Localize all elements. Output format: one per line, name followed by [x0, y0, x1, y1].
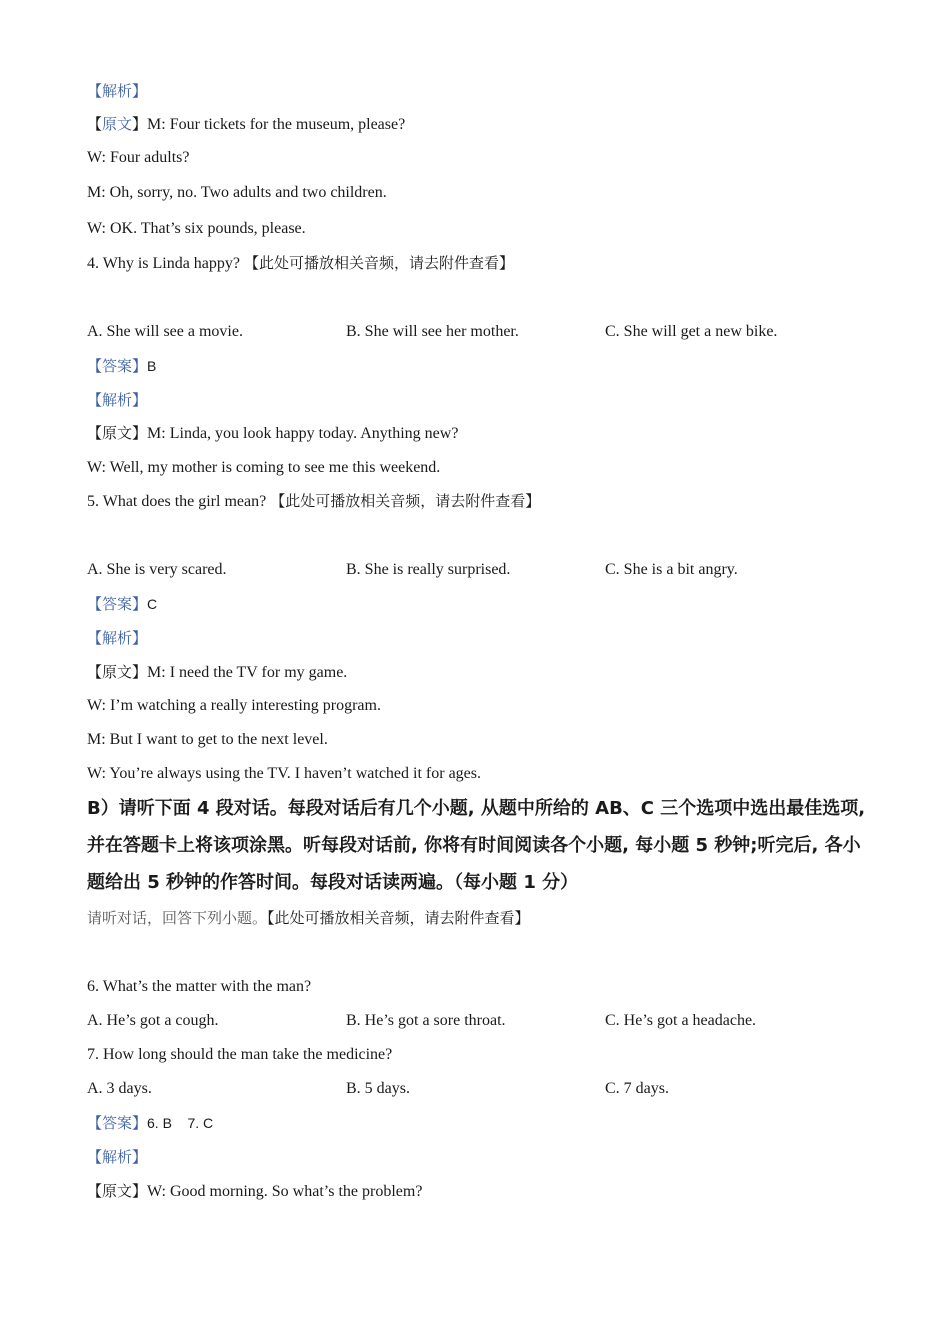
transcript-line: M: Oh, sorry, no. Two adults and two children.: [87, 184, 387, 201]
transcript-line: 【原文】M: Four tickets for the museum, please?: [87, 115, 406, 133]
q7-option-a: A. 3 days.: [87, 1080, 152, 1097]
answer-line: 【答案】6. B 7. C: [87, 1114, 214, 1132]
q5-option-a: A. She is very scared.: [87, 561, 227, 578]
transcript-line: 【原文】M: Linda, you look happy today. Anything new?: [87, 424, 459, 442]
q6-option-a: A. He’s got a cough.: [87, 1012, 219, 1029]
transcript-line: W: Well, my mother is coming to see me this weekend.: [87, 459, 441, 476]
q7-option-b: B. 5 days.: [346, 1080, 410, 1097]
audio-note[interactable]: 【此处可播放相关音频，请去附件查看】: [270, 492, 541, 510]
q5-option-c: C. She is a bit angry.: [605, 561, 738, 578]
q4-option-b: B. She will see her mother.: [346, 323, 519, 340]
question-7: 7. How long should the man take the medicine?: [87, 1046, 393, 1063]
q6-option-c: C. He’s got a headache.: [605, 1012, 757, 1029]
transcript-line: M: But I want to get to the next level.: [87, 731, 328, 748]
analysis-label: 【解析】: [87, 391, 148, 409]
analysis-label: 【解析】: [87, 82, 148, 100]
q6-option-b: B. He’s got a sore throat.: [346, 1012, 506, 1029]
q5-option-b: B. She is really surprised.: [346, 561, 511, 578]
analysis-label: 【解析】: [87, 1148, 148, 1166]
q7-option-c: C. 7 days.: [605, 1080, 669, 1097]
transcript-line: W: OK. That’s six pounds, please.: [87, 220, 306, 237]
section-b-instructions: B）请听下面 4 段对话。每段对话后有几个小题, 从题中所给的 AB、C 三个选项中选出最佳选项, 并在答题卡上将该项涂黑。听每段对话前, 你将有时间阅读各个小题, 每小题 5 秒钟;听完后, 各小题给出 5 秒钟的作答时间。每段对话读两遍。（每小题 1 分）: [87, 798, 866, 893]
audio-note[interactable]: 【此处可播放相关音频，请去附件查看】: [267, 909, 530, 927]
question-6: 6. What’s the matter with the man?: [87, 978, 312, 995]
transcript-line: W: You’re always using the TV. I haven’t watched it for ages.: [87, 765, 481, 782]
analysis-label: 【解析】: [87, 629, 148, 647]
transcript-line: W: Four adults?: [87, 149, 190, 166]
audio-note[interactable]: 【此处可播放相关音频，请去附件查看】: [244, 254, 515, 272]
transcript-line: 【原文】W: Good morning. So what’s the problem?: [87, 1182, 423, 1200]
q4-option-a: A. She will see a movie.: [87, 323, 243, 340]
section-b-prompt: 请听对话，回答下列小题。【此处可播放相关音频，请去附件查看】: [87, 909, 530, 927]
question-4: 4. Why is Linda happy? 【此处可播放相关音频，请去附件查看】: [87, 254, 515, 272]
q4-option-c: C. She will get a new bike.: [605, 323, 778, 340]
transcript-line: W: I’m watching a really interesting program.: [87, 697, 381, 714]
answer-line: 【答案】B: [87, 357, 157, 375]
transcript-line: 【原文】M: I need the TV for my game.: [87, 663, 348, 681]
answer-line: 【答案】C: [87, 595, 158, 613]
question-5: 5. What does the girl mean? 【此处可播放相关音频，请去附件查看】: [87, 492, 541, 510]
